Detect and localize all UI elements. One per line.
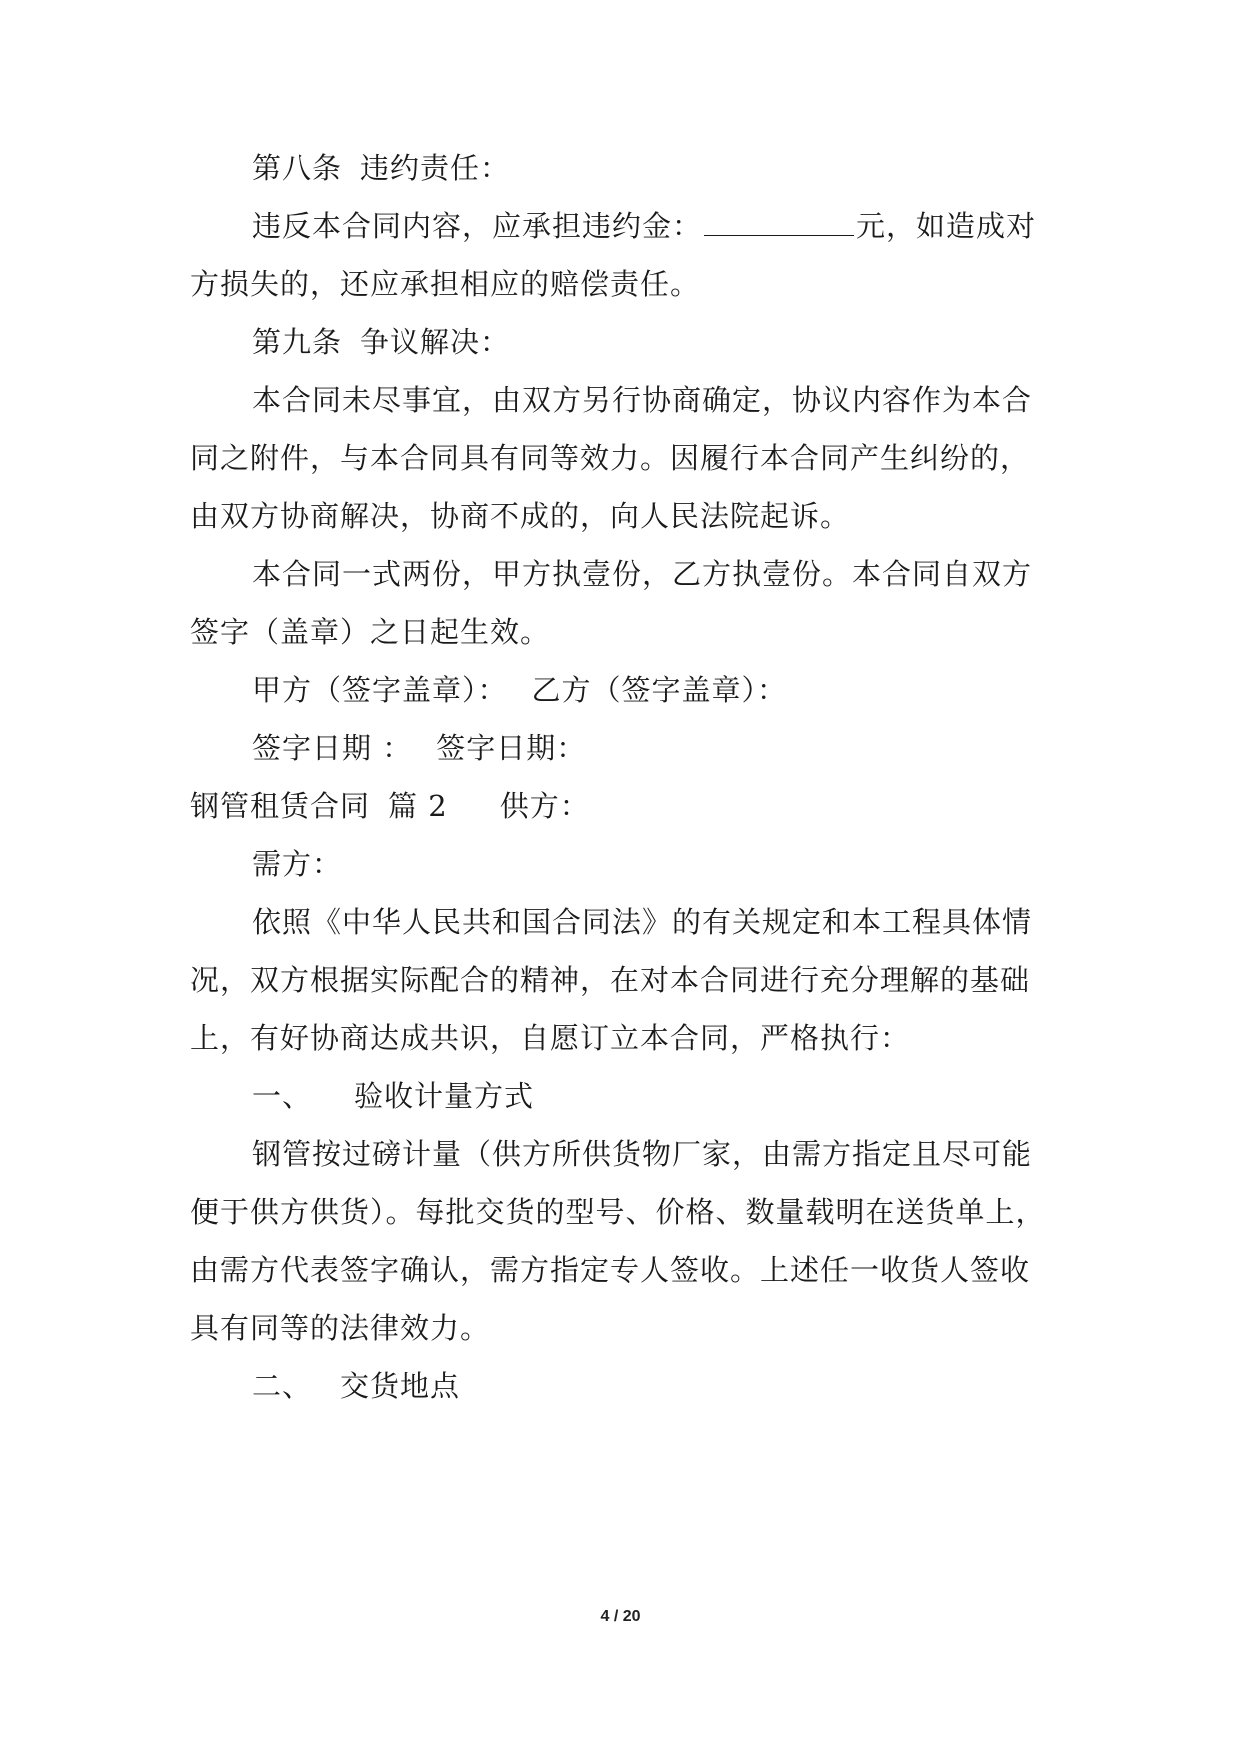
page-number: 4 / 20 bbox=[600, 1608, 641, 1625]
article-9-paragraph-2-line-1: 本合同一式两份，甲方执壹份，乙方执壹份。本合同自双方 bbox=[252, 557, 1033, 591]
article-9-paragraph-1-line-3: 由双方协商解决，协商不成的，向人民法院起诉。 bbox=[190, 499, 851, 533]
article-8-paragraph-line-1: 违反本合同内容，应承担违约金： 元，如造成对 bbox=[252, 209, 1037, 243]
party-b-date: 签字日期： bbox=[436, 731, 587, 765]
article-9-title: 第九条 争议解决： bbox=[252, 325, 511, 359]
section-2-heading: 二、 交货地点 bbox=[252, 1369, 461, 1403]
article-8-paragraph-line-2: 方损失的，还应承担相应的赔偿责任。 bbox=[190, 267, 701, 301]
section-1-line-2: 便于供方供货）。每批交货的型号、价格、数量载明在送货单上， bbox=[190, 1195, 1046, 1229]
section-1-heading: 一、 验收计量方式 bbox=[252, 1079, 535, 1113]
article-8-title: 第八条 违约责任： bbox=[252, 151, 511, 185]
party-a-date: 签字日期 ： bbox=[252, 731, 413, 765]
intro-line-1: 依照《中华人民共和国合同法》的有关规定和本工程具体情 bbox=[252, 905, 1033, 939]
signature-date-line bbox=[252, 728, 586, 768]
penalty-amount-blank bbox=[704, 207, 854, 236]
contract-2-heading: 钢管租赁合同 篇 2 供方： bbox=[190, 789, 590, 823]
article-9-paragraph-1-line-2: 同之附件，与本合同具有同等效力。因履行本合同产生纠纷的， bbox=[190, 441, 1031, 475]
article-9-paragraph-2-line-2: 签字（盖章）之日起生效。 bbox=[190, 615, 551, 649]
buyer-label: 需方： bbox=[252, 847, 343, 881]
intro-line-3: 上，有好协商达成共识，自愿订立本合同，严格执行： bbox=[190, 1021, 911, 1055]
article-9-paragraph-1-line-1: 本合同未尽事宜，由双方另行协商确定，协议内容作为本合 bbox=[252, 383, 1033, 417]
section-1-line-3: 由需方代表签字确认，需方指定专人签收。上述任一收货人签收 bbox=[190, 1253, 1031, 1287]
signature-line bbox=[252, 670, 787, 710]
party-b-signature: 乙方（签字盖章）： bbox=[531, 673, 788, 707]
section-1-line-1: 钢管按过磅计量（供方所供货物厂家，由需方指定且尽可能 bbox=[252, 1137, 1033, 1171]
intro-line-2: 况，双方根据实际配合的精神，在对本合同进行充分理解的基础 bbox=[190, 963, 1031, 997]
section-1-line-4: 具有同等的法律效力。 bbox=[190, 1311, 491, 1345]
supplier-label: 供方： bbox=[499, 789, 590, 823]
party-a-signature: 甲方（签字盖章）： bbox=[252, 673, 508, 707]
